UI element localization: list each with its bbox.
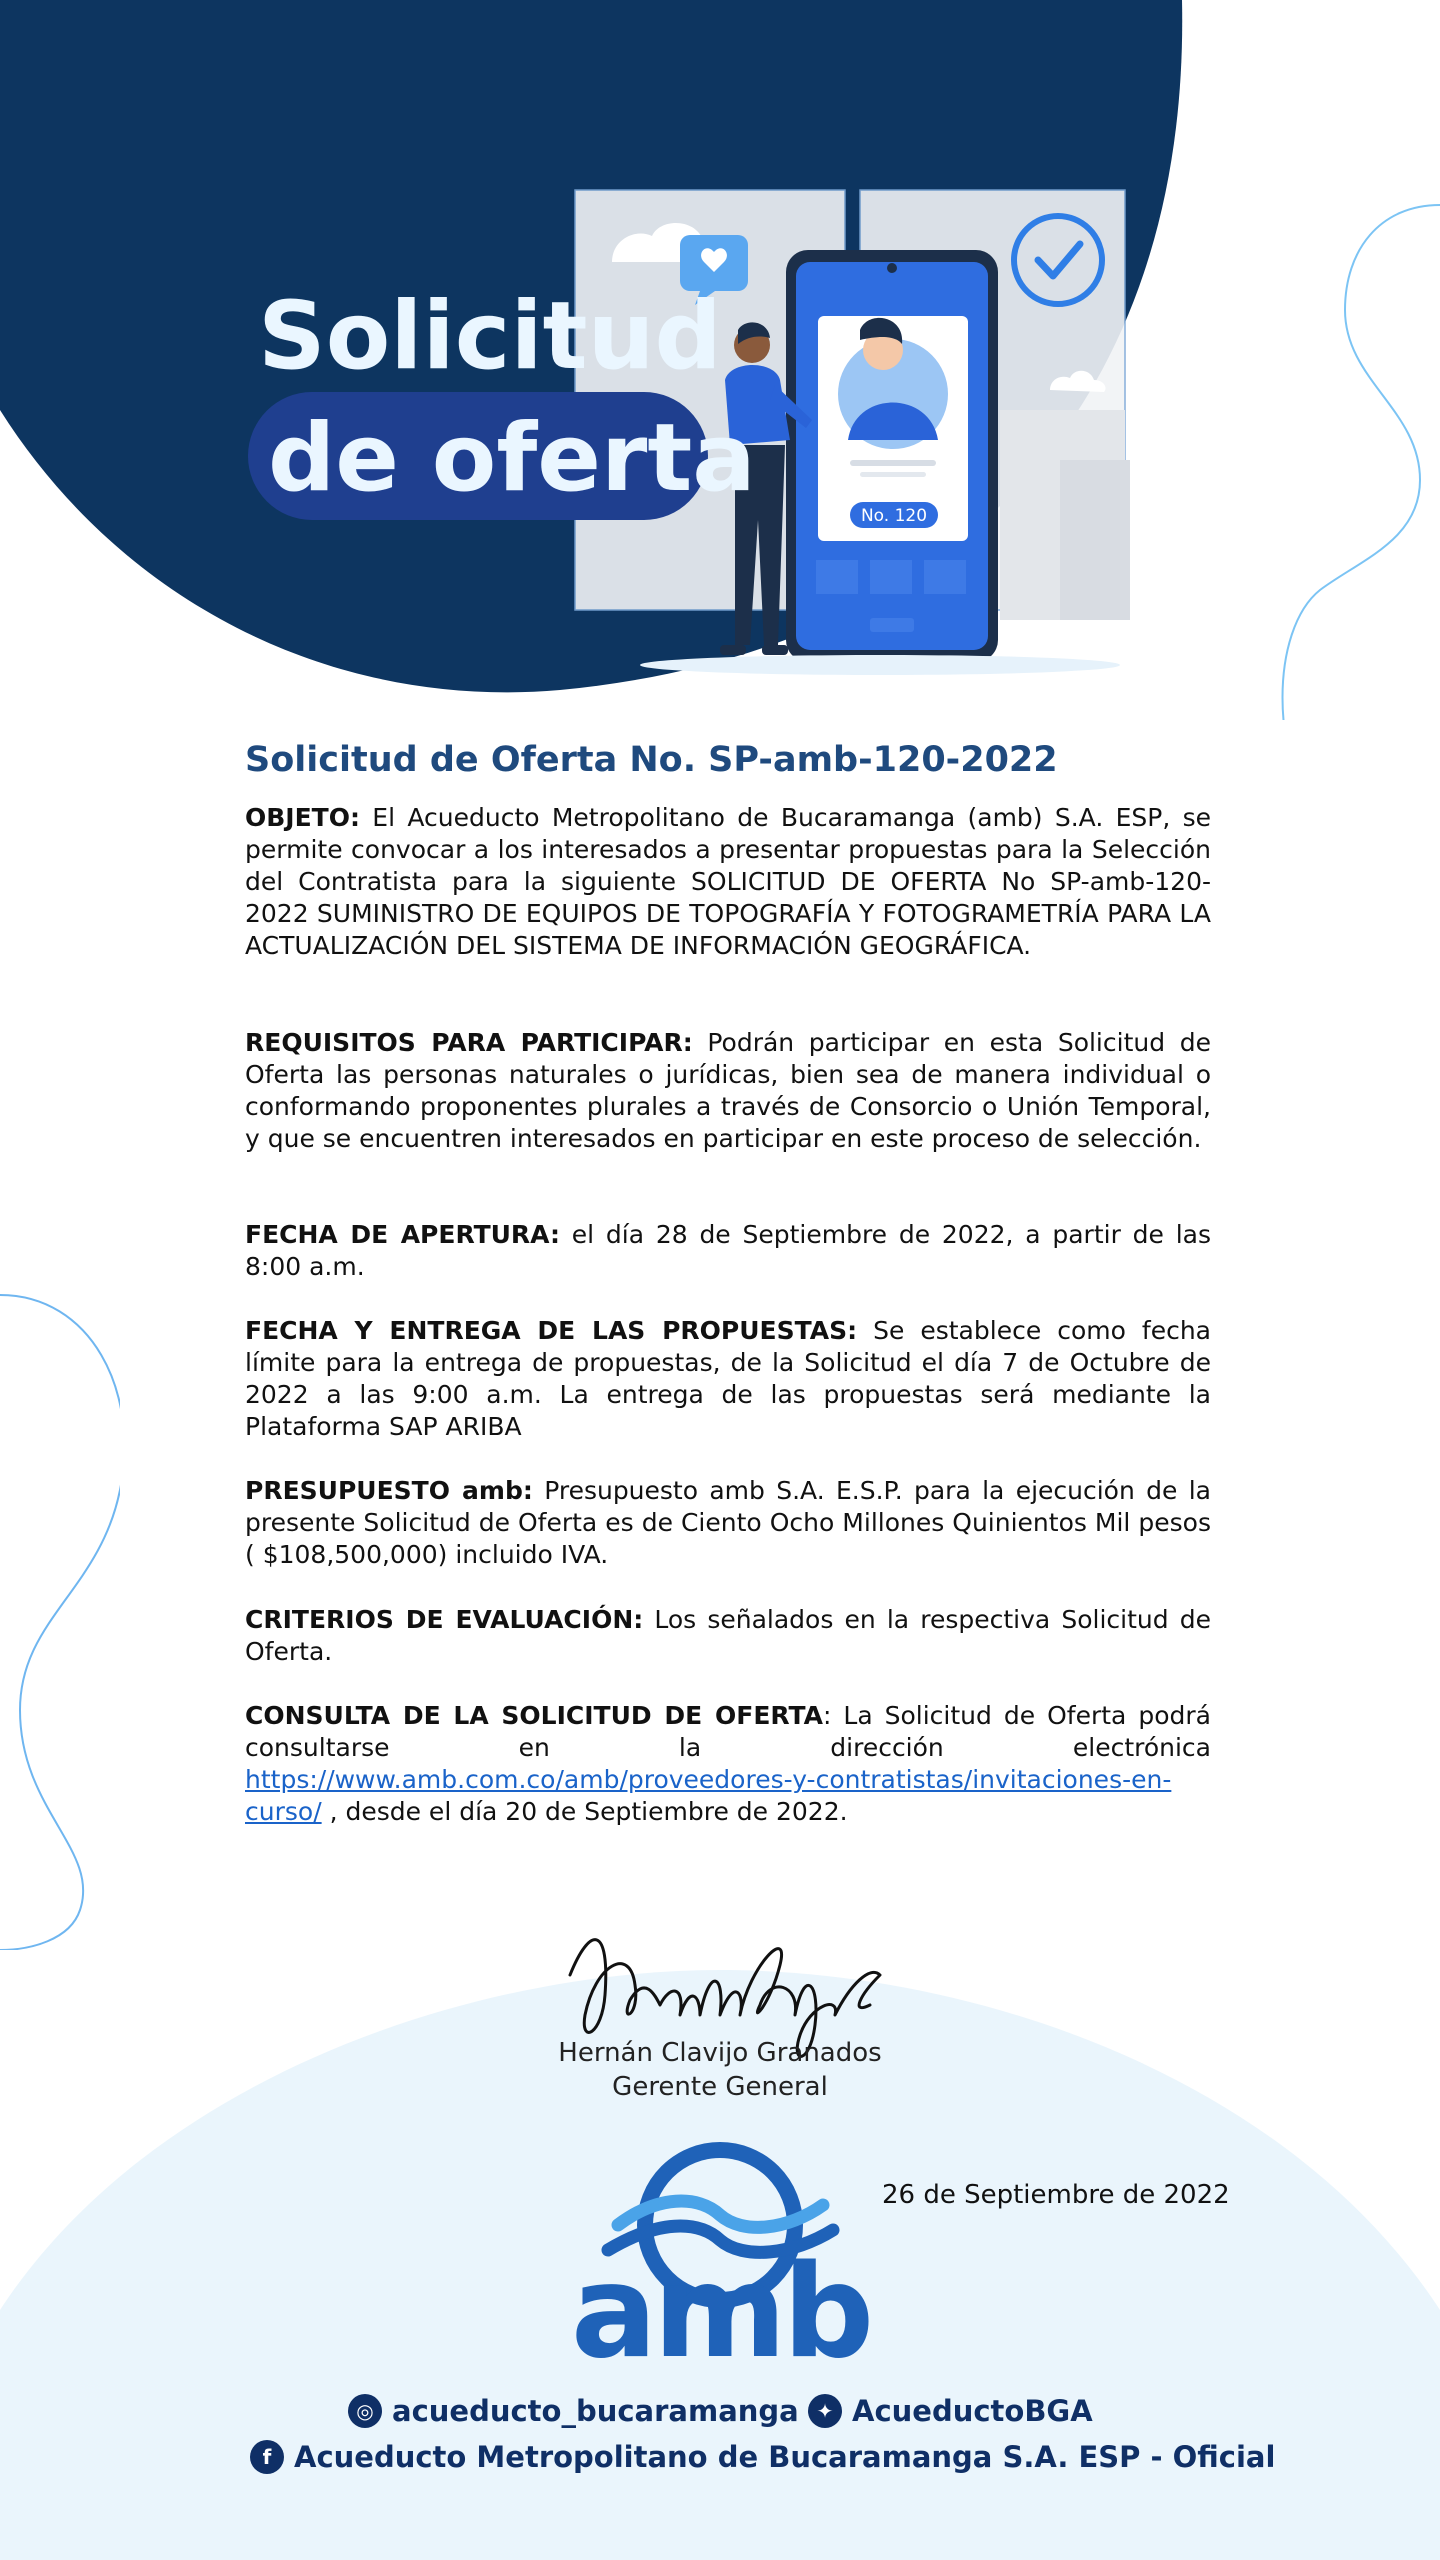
section-requisitos-text: Podrán participar en esta Solicitud de Oferta las personas naturales o jurídicas, bien sea de manera individual o conformando proponentes plurales a través de Consorcio o Unión Temporal, y que se encuentren interesados en participar en este proceso de selección. — [245, 1028, 1211, 1153]
section-criterios — [245, 1604, 1211, 1668]
social-instagram[interactable] — [348, 2394, 799, 2428]
facebook-icon: f — [250, 2440, 284, 2474]
section-requisitos-label: REQUISITOS PARA PARTICIPAR: — [245, 1028, 693, 1057]
instagram-handle: acueducto_bucaramanga — [392, 2394, 799, 2428]
section-consulta-text-after: , desde el día 20 de Septiembre de 2022. — [321, 1797, 848, 1826]
consulta-link[interactable]: https://www.amb.com.co/amb/proveedores-y-contratistas/invitaciones-en-curso/ — [245, 1765, 1172, 1826]
document-date: 26 de Septiembre de 2022 — [882, 2180, 1230, 2210]
section-presupuesto — [245, 1475, 1211, 1571]
section-criterios-label: CRITERIOS DE EVALUACIÓN: — [245, 1605, 644, 1634]
section-fecha-apertura — [245, 1219, 1211, 1283]
card-badge-text: No. 120 — [860, 506, 928, 526]
signature-block — [520, 1900, 920, 2104]
section-presupuesto-text: Presupuesto amb S.A. E.S.P. para la ejecución de la presente Solicitud de Oferta es de Ciento Ocho Millones Quinientos Mil pesos ( $108,500,000) incluido IVA. — [245, 1476, 1211, 1569]
section-criterios-text: Los señalados en la respectiva Solicitud de Oferta. — [245, 1605, 1211, 1666]
section-fecha-entrega — [245, 1315, 1211, 1443]
social-twitter[interactable] — [808, 2394, 1093, 2428]
section-objeto-label: OBJETO: — [245, 803, 360, 832]
section-consulta-label: CONSULTA DE LA SOLICITUD DE OFERTA — [245, 1701, 823, 1730]
section-requisitos — [245, 1027, 1211, 1155]
section-fecha-apertura-label: FECHA DE APERTURA: — [245, 1220, 560, 1249]
section-presupuesto-label: PRESUPUESTO amb: — [245, 1476, 533, 1505]
instagram-icon: ◎ — [348, 2394, 382, 2428]
document-heading: Solicitud de Oferta No. SP-amb-120-2022 — [245, 740, 1058, 780]
section-objeto-text: El Acueducto Metropolitano de Bucaramanga (amb) S.A. ESP, se permite convocar a los interesados a presentar propuestas para la Selección del Contratista para la siguiente SOLICITUD DE OFERTA No SP-amb-120-2022 SUMINISTRO DE EQUIPOS DE TOPOGRAFÍA Y FOTOGRAMETRÍA PARA LA ACTUALIZACIÓN DEL SISTEMA DE INFORMACIÓN GEOGRÁFICA. — [245, 803, 1211, 960]
signer-name: Hernán Clavijo Granados — [558, 2038, 882, 2068]
page-title-line-2: de oferta — [268, 404, 756, 513]
section-fecha-entrega-label: FECHA Y ENTREGA DE LAS PROPUESTAS: — [245, 1316, 858, 1345]
page-title-line-1: Solicitud — [258, 282, 722, 391]
signer-role: Gerente General — [612, 2072, 828, 2102]
twitter-icon: ✦ — [808, 2394, 842, 2428]
section-fecha-apertura-text: el día 28 de Septiembre de 2022, a partir de las 8:00 a.m. — [245, 1220, 1211, 1281]
section-consulta — [245, 1700, 1211, 1828]
facebook-page: Acueducto Metropolitano de Bucaramanga S.A. ESP - Oficial — [294, 2440, 1276, 2474]
section-consulta-text-before: : La Solicitud de Oferta podrá consultarse en la dirección electrónica — [245, 1701, 1211, 1762]
phone-illustration — [786, 250, 998, 662]
section-fecha-entrega-text: Se establece como fecha límite para la entrega de propuestas, de la Solicitud el día 7 de Octubre de 2022 a las 9:00 a.m. La entrega de las propuestas será mediante la Plataforma SAP ARIBA — [245, 1316, 1211, 1441]
social-facebook[interactable] — [250, 2440, 1275, 2474]
twitter-handle: AcueductoBGA — [852, 2394, 1093, 2428]
section-objeto — [245, 802, 1211, 962]
decorative-curve-left — [0, 1290, 120, 1950]
amb-logo-text: amb — [570, 2238, 871, 2387]
